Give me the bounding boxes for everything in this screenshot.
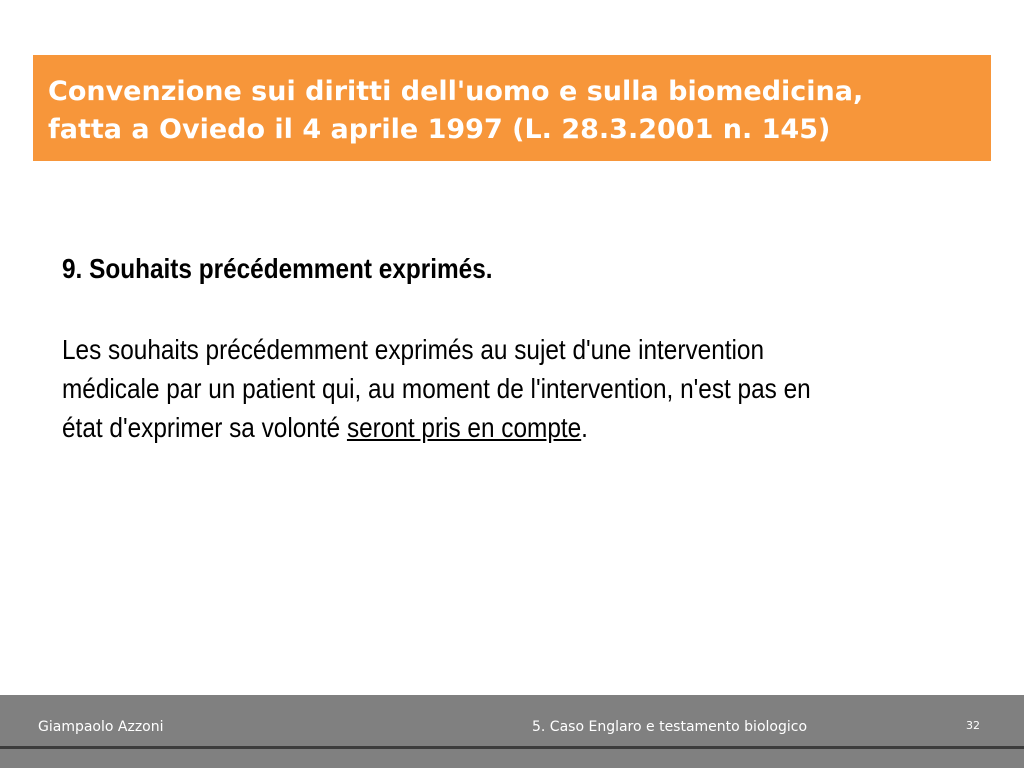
underlined-phrase: seront pris en compte [346, 412, 582, 443]
footer-bottom-band [0, 749, 1024, 768]
footer-author: Giampaolo Azzoni [38, 719, 164, 735]
title-banner [33, 55, 991, 161]
footer-topic: 5. Caso Englaro e testamento biologico [532, 719, 808, 735]
paragraph-line-3-text: état d'exprimer sa volonté [62, 412, 347, 443]
slide-content [62, 250, 845, 447]
paragraph-line-2: médicale par un patient qui, au moment de l'intervention, n'est pas en [62, 373, 811, 404]
page-number: 32 [966, 719, 980, 732]
article-paragraph [62, 330, 949, 447]
slide-title-line-1: Convenzione sui diritti dell'uomo e sulla biomedicina, [48, 76, 864, 107]
paragraph-line-3 [62, 408, 949, 447]
paragraph-line-1: Les souhaits précédemment exprimés au sujet d'une intervention [62, 334, 765, 365]
paragraph-end-period: . [581, 412, 588, 443]
slide-title-line-2: fatta a Oviedo il 4 aprile 1997 (L. 28.3.2001 n. 145) [48, 114, 831, 145]
slide-footer [0, 695, 1024, 746]
article-heading: 9. Souhaits précédemment exprimés. [62, 253, 493, 284]
